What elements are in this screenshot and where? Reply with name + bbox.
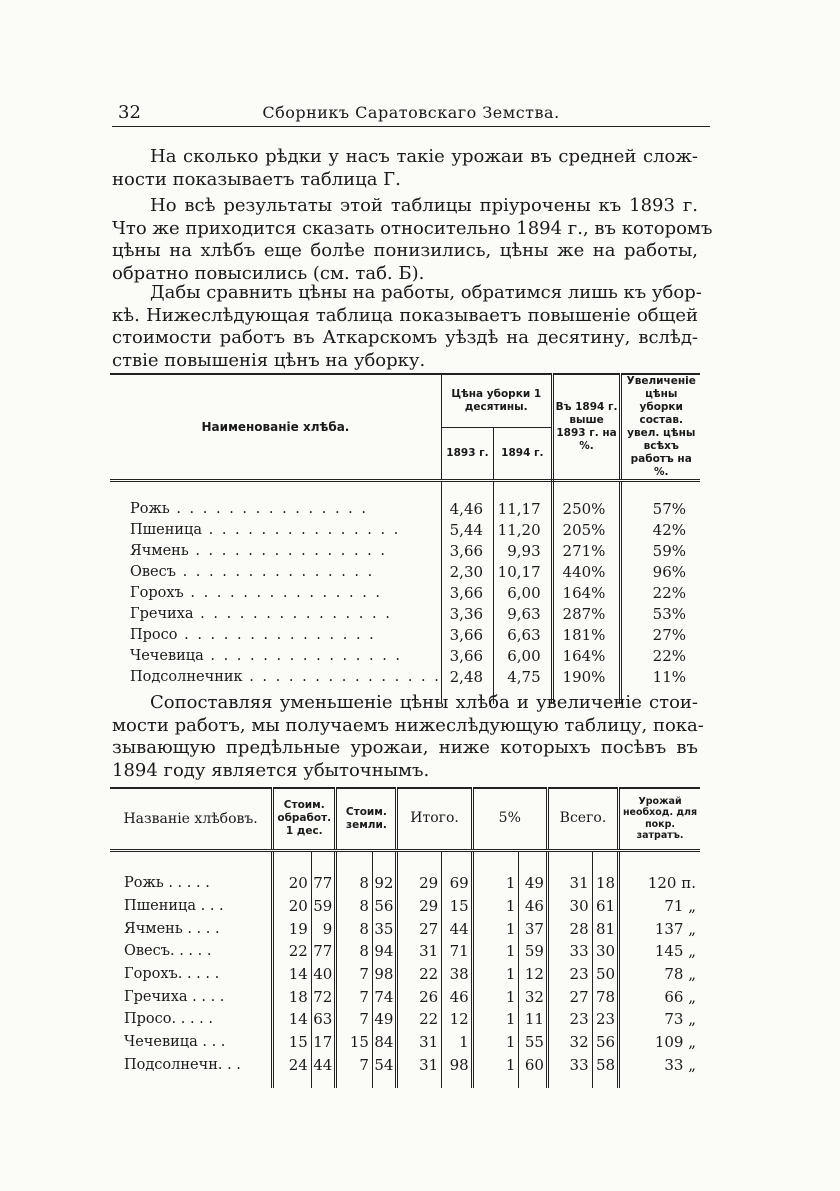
cell-text: 22% <box>652 584 686 602</box>
cell-p1893 <box>441 604 493 625</box>
cell-p1894 <box>494 583 553 604</box>
cell-text: 10,17 <box>497 563 541 581</box>
cell-y: 145 „ <box>619 940 700 963</box>
cell-p1: 1 <box>472 963 519 986</box>
cell-l1: 8 <box>336 872 373 895</box>
cell-t2: 30 <box>592 940 618 963</box>
cell-p1894 <box>494 667 553 688</box>
table-row <box>110 646 700 667</box>
cell-incr <box>552 583 621 604</box>
cell-incr <box>552 520 621 541</box>
cell-t2: 81 <box>592 917 618 940</box>
cell-l1: 15 <box>336 1031 373 1054</box>
cell-name: Рожь . . . . . <box>124 875 210 892</box>
cell-l1: 7 <box>336 1008 373 1031</box>
table-row <box>110 1054 700 1077</box>
cell-text: 6,00 <box>507 647 541 665</box>
table-row <box>110 520 700 541</box>
cell-l2: 92 <box>372 872 397 895</box>
cell-t2: 50 <box>592 963 618 986</box>
cell-l1: 7 <box>336 985 373 1008</box>
table-row <box>110 499 700 520</box>
cell-l1: 8 <box>336 917 373 940</box>
cell-p2: 12 <box>519 963 547 986</box>
text-line: Сопоставляя уменьшеніе цѣны хлѣба и увеличеніе стои- <box>150 692 698 713</box>
cell-text: 2,30 <box>449 563 484 581</box>
cell-s1: 31 <box>397 1031 442 1054</box>
cell-text: 205% <box>562 521 606 539</box>
cell-y: 71 „ <box>619 895 700 918</box>
table-row <box>110 583 700 604</box>
cell-total <box>621 667 700 688</box>
cell-p1: 1 <box>472 940 519 963</box>
table-row <box>110 667 700 688</box>
cell-l2: 54 <box>372 1054 397 1077</box>
cell-total <box>621 583 700 604</box>
cell-incr <box>552 604 621 625</box>
header-total: Всего. <box>547 788 618 850</box>
cell-p2: 60 <box>519 1054 547 1077</box>
cell-s2: 46 <box>442 985 473 1008</box>
cell-c1: 14 <box>273 963 312 986</box>
cell-p1893 <box>441 625 493 646</box>
cell-text: 6,63 <box>507 626 541 644</box>
cell-c2: 77 <box>311 940 336 963</box>
cell-c2: 44 <box>311 1054 336 1077</box>
cell-p1894 <box>494 520 553 541</box>
cell-t1: 30 <box>547 895 592 918</box>
cell-text: 3,66 <box>449 584 484 602</box>
cell-y: 120 п. <box>619 872 700 895</box>
cell-c2: 59 <box>311 895 336 918</box>
cell-text: Подсолнечник <box>130 669 243 685</box>
cell-p1894 <box>494 499 553 520</box>
text-line: кѣ. Нижеслѣдующая таблица показываетъ повышеніе общей <box>112 304 698 326</box>
cell-name: Просо . . . . . . . . . . . . . . . <box>130 627 376 643</box>
cell-p1: 1 <box>472 1008 519 1031</box>
cell-text: 190% <box>562 668 606 686</box>
paragraph-2 <box>112 195 713 285</box>
cell-p1: 1 <box>472 872 519 895</box>
cell-p1893 <box>441 583 493 604</box>
header-yield: Урожай необход. для покр. затратъ. <box>619 788 700 850</box>
cell-t1: 31 <box>547 872 592 895</box>
cell-p1: 1 <box>472 985 519 1008</box>
cell-y: 109 „ <box>619 1031 700 1054</box>
cell-name: Ячмень . . . . <box>124 920 220 937</box>
cell-text: 96% <box>652 563 686 581</box>
table-row <box>110 940 700 963</box>
table-row <box>110 985 700 1008</box>
header-land: Стоим. земли. <box>336 788 397 850</box>
table2-body <box>110 872 700 1076</box>
cell-y: 137 „ <box>619 917 700 940</box>
cell-name: Ячмень . . . . . . . . . . . . . . . <box>130 543 387 559</box>
cell-text: 6,00 <box>507 584 541 602</box>
cell-s1: 31 <box>397 940 442 963</box>
cell-s2: 98 <box>442 1054 473 1077</box>
cell-t2: 18 <box>592 872 618 895</box>
cell-text: 27% <box>652 626 686 644</box>
cell-y: 66 „ <box>619 985 700 1008</box>
cell-s1: 29 <box>397 872 442 895</box>
cell-p2: 49 <box>519 872 547 895</box>
cell-l2: 94 <box>372 940 397 963</box>
cell-name: Просо. . . . . <box>124 1011 213 1028</box>
table-row <box>110 604 700 625</box>
cell-s2: 69 <box>442 872 473 895</box>
cell-text: 3,66 <box>449 647 484 665</box>
cell-text: 9,63 <box>507 605 541 623</box>
cell-c1: 19 <box>273 917 312 940</box>
cell-l1: 8 <box>336 895 373 918</box>
cell-text: Овесъ <box>130 564 176 580</box>
cell-c1: 18 <box>273 985 312 1008</box>
header-name: Названіе хлѣбовъ. <box>110 788 273 850</box>
table-row <box>110 895 700 918</box>
table-row <box>110 1031 700 1054</box>
cell-text: 11,20 <box>497 521 541 539</box>
cell-incr <box>552 541 621 562</box>
text-line: На сколько рѣдки у насъ такіе урожаи въ средней слож- <box>150 146 698 167</box>
cell-text: 287% <box>562 605 606 623</box>
cell-incr <box>552 667 621 688</box>
cell-name: Гречиха . . . . <box>124 988 225 1005</box>
cell-c1: 14 <box>273 1008 312 1031</box>
cell-name: Овесъ. . . . . <box>124 943 212 960</box>
cell-p1894 <box>494 604 553 625</box>
cell-p1894 <box>494 541 553 562</box>
cell-text: Ячмень <box>130 543 189 559</box>
cell-p1: 1 <box>472 917 519 940</box>
text-line: обратно повысились (см. таб. Б). <box>112 262 425 284</box>
header-total-increase: Увеличеніе цѣны уборки состав. увел. цѣны всѣхъ работъ на %. <box>621 374 700 481</box>
cell-s2: 15 <box>442 895 473 918</box>
cell-c1: 24 <box>273 1054 312 1077</box>
cell-p2: 11 <box>519 1008 547 1031</box>
text-line: цѣны на хлѣбъ еще болѣе понизились, цѣны же на работы, <box>112 240 698 261</box>
cell-s1: 22 <box>397 1008 442 1031</box>
cell-total <box>621 625 700 646</box>
text-line: Но всѣ результаты этой таблицы пріурочены къ 1893 г. <box>150 195 698 216</box>
table-harvest-cost <box>110 373 700 704</box>
header-price-group: Цѣна уборки 1 десятины. <box>441 374 552 427</box>
cell-total <box>621 499 700 520</box>
cell-l2: 56 <box>372 895 397 918</box>
cell-p1893 <box>441 499 493 520</box>
cell-incr <box>552 562 621 583</box>
cell-c2: 63 <box>311 1008 336 1031</box>
cell-name: Гречиха . . . . . . . . . . . . . . . <box>130 606 392 622</box>
header-1893: 1893 г. <box>441 427 493 480</box>
header-cultivation: Стоим. обработ. 1 дес. <box>273 788 336 850</box>
text-line: ности показываетъ таблица Г. <box>112 168 401 190</box>
cell-s1: 31 <box>397 1054 442 1077</box>
header-name: Наименованіе хлѣба. <box>110 374 441 481</box>
cell-l2: 98 <box>372 963 397 986</box>
table-break-even-yield <box>110 787 700 1088</box>
cell-text: 2,48 <box>449 668 484 686</box>
cell-p1893 <box>441 667 493 688</box>
cell-name: Пшеница . . . . . . . . . . . . . . . <box>130 522 401 538</box>
cell-p1894 <box>494 646 553 667</box>
header-increase: Въ 1894 г. выше 1893 г. на %. <box>552 374 621 481</box>
cell-total <box>621 520 700 541</box>
cell-t1: 23 <box>547 963 592 986</box>
cell-text: Гречиха <box>130 606 194 622</box>
cell-p1893 <box>441 646 493 667</box>
cell-text: 59% <box>652 542 686 560</box>
paragraph-4 <box>112 692 704 782</box>
cell-p1893 <box>441 562 493 583</box>
cell-name: Подсолнечн. . . <box>124 1056 241 1073</box>
cell-c2: 40 <box>311 963 336 986</box>
cell-t2: 58 <box>592 1054 618 1077</box>
text-line: зывающую предѣльные урожаи, ниже которыхъ посѣвъ въ <box>112 737 698 758</box>
cell-p1894 <box>494 625 553 646</box>
cell-p2: 32 <box>519 985 547 1008</box>
cell-text: 440% <box>562 563 606 581</box>
cell-l2: 74 <box>372 985 397 1008</box>
cell-c2: 17 <box>311 1031 336 1054</box>
table-row <box>110 963 700 986</box>
cell-s1: 22 <box>397 963 442 986</box>
cell-p1894 <box>494 562 553 583</box>
header-subtotal: Итого. <box>397 788 472 850</box>
cell-t1: 28 <box>547 917 592 940</box>
cell-incr <box>552 646 621 667</box>
cell-l1: 7 <box>336 963 373 986</box>
cell-name: Горохъ . . . . . . . . . . . . . . . <box>130 585 383 601</box>
cell-p1: 1 <box>472 1054 519 1077</box>
header-1894: 1894 г. <box>494 427 553 480</box>
cell-text: 5,44 <box>449 521 484 539</box>
cell-p1893 <box>441 520 493 541</box>
table-row <box>110 917 700 940</box>
cell-name: Чечевица . . . . . . . . . . . . . . . <box>130 648 403 664</box>
cell-s2: 12 <box>442 1008 473 1031</box>
cell-c2: 9 <box>311 917 336 940</box>
paragraph-1 <box>112 146 698 191</box>
cell-t1: 33 <box>547 940 592 963</box>
cell-total <box>621 604 700 625</box>
cell-t1: 27 <box>547 985 592 1008</box>
cell-c2: 77 <box>311 872 336 895</box>
cell-c1: 20 <box>273 872 312 895</box>
cell-c1: 20 <box>273 895 312 918</box>
cell-total <box>621 646 700 667</box>
cell-s2: 38 <box>442 963 473 986</box>
cell-p2: 59 <box>519 940 547 963</box>
cell-l2: 84 <box>372 1031 397 1054</box>
cell-text: Рожь <box>130 501 170 517</box>
cell-t1: 32 <box>547 1031 592 1054</box>
page-number: 32 <box>118 102 141 123</box>
cell-text: 181% <box>562 626 606 644</box>
paragraph-3 <box>112 282 702 372</box>
cell-t2: 56 <box>592 1031 618 1054</box>
cell-total <box>621 541 700 562</box>
cell-t1: 23 <box>547 1008 592 1031</box>
cell-s2: 1 <box>442 1031 473 1054</box>
table1-body <box>110 499 700 688</box>
cell-text: 11,17 <box>497 500 541 518</box>
cell-s2: 44 <box>442 917 473 940</box>
cell-incr <box>552 499 621 520</box>
cell-text: 57% <box>652 500 686 518</box>
cell-s2: 71 <box>442 940 473 963</box>
cell-s1: 29 <box>397 895 442 918</box>
cell-l1: 8 <box>336 940 373 963</box>
cell-text: 4,75 <box>507 668 541 686</box>
cell-text: 42% <box>652 521 686 539</box>
cell-p2: 37 <box>519 917 547 940</box>
cell-text: 3,36 <box>449 605 484 623</box>
cell-text: Горохъ <box>130 585 184 601</box>
text-line: Дабы сравнить цѣны на работы, обратимся лишь къ убор- <box>150 282 702 303</box>
cell-c1: 15 <box>273 1031 312 1054</box>
cell-text: Чечевица <box>130 648 204 664</box>
cell-p2: 46 <box>519 895 547 918</box>
header-pct: 5% <box>472 788 547 850</box>
cell-text: 22% <box>652 647 686 665</box>
running-title: Сборникъ Саратовскаго Земства. <box>262 103 560 122</box>
cell-name: Рожь . . . . . . . . . . . . . . . <box>130 501 369 517</box>
cell-incr <box>552 625 621 646</box>
cell-s1: 27 <box>397 917 442 940</box>
table-row <box>110 872 700 895</box>
cell-total <box>621 562 700 583</box>
cell-l2: 49 <box>372 1008 397 1031</box>
cell-c1: 22 <box>273 940 312 963</box>
table-row <box>110 541 700 562</box>
table-row <box>110 625 700 646</box>
cell-p1: 1 <box>472 895 519 918</box>
text-line: стоимости работъ въ Аткарскомъ уѣздѣ на десятину, вслѣд- <box>112 327 698 348</box>
cell-p1: 1 <box>472 1031 519 1054</box>
cell-text: 4,46 <box>449 500 484 518</box>
cell-text: 271% <box>562 542 606 560</box>
running-header <box>112 100 710 127</box>
cell-y: 33 „ <box>619 1054 700 1077</box>
cell-t2: 23 <box>592 1008 618 1031</box>
cell-text: 250% <box>562 500 606 518</box>
cell-text: 11% <box>652 668 686 686</box>
cell-name: Подсолнечник . . . . . . . . . . . . . . . <box>130 669 441 685</box>
cell-text: 3,66 <box>449 542 484 560</box>
text-line: мости работъ, мы получаемъ нижеслѣдующую таблицу, пока- <box>112 714 704 736</box>
cell-text: 9,93 <box>507 542 541 560</box>
text-line: ствіе повышенія цѣнъ на уборку. <box>112 349 426 371</box>
cell-name: Овесъ . . . . . . . . . . . . . . . <box>130 564 375 580</box>
cell-name: Горохъ. . . . . <box>124 966 220 983</box>
cell-y: 73 „ <box>619 1008 700 1031</box>
cell-text: 164% <box>562 584 606 602</box>
cell-l2: 35 <box>372 917 397 940</box>
cell-p2: 55 <box>519 1031 547 1054</box>
cell-t1: 33 <box>547 1054 592 1077</box>
cell-text: 53% <box>652 605 686 623</box>
text-line: Что же приходится сказать относительно 1894 г., въ которомъ <box>112 217 713 239</box>
cell-p1893 <box>441 541 493 562</box>
cell-y: 78 „ <box>619 963 700 986</box>
text-line: 1894 году является убыточнымъ. <box>112 759 430 781</box>
cell-t2: 78 <box>592 985 618 1008</box>
table-row <box>110 562 700 583</box>
cell-t2: 61 <box>592 895 618 918</box>
cell-text: Просо <box>130 627 178 643</box>
cell-name: Пшеница . . . <box>124 898 224 915</box>
cell-text: 164% <box>562 647 606 665</box>
cell-l1: 7 <box>336 1054 373 1077</box>
cell-s1: 26 <box>397 985 442 1008</box>
cell-c2: 72 <box>311 985 336 1008</box>
table-row <box>110 1008 700 1031</box>
cell-name: Чечевица . . . <box>124 1034 226 1051</box>
cell-text: Пшеница <box>130 522 203 538</box>
cell-text: 3,66 <box>449 626 484 644</box>
